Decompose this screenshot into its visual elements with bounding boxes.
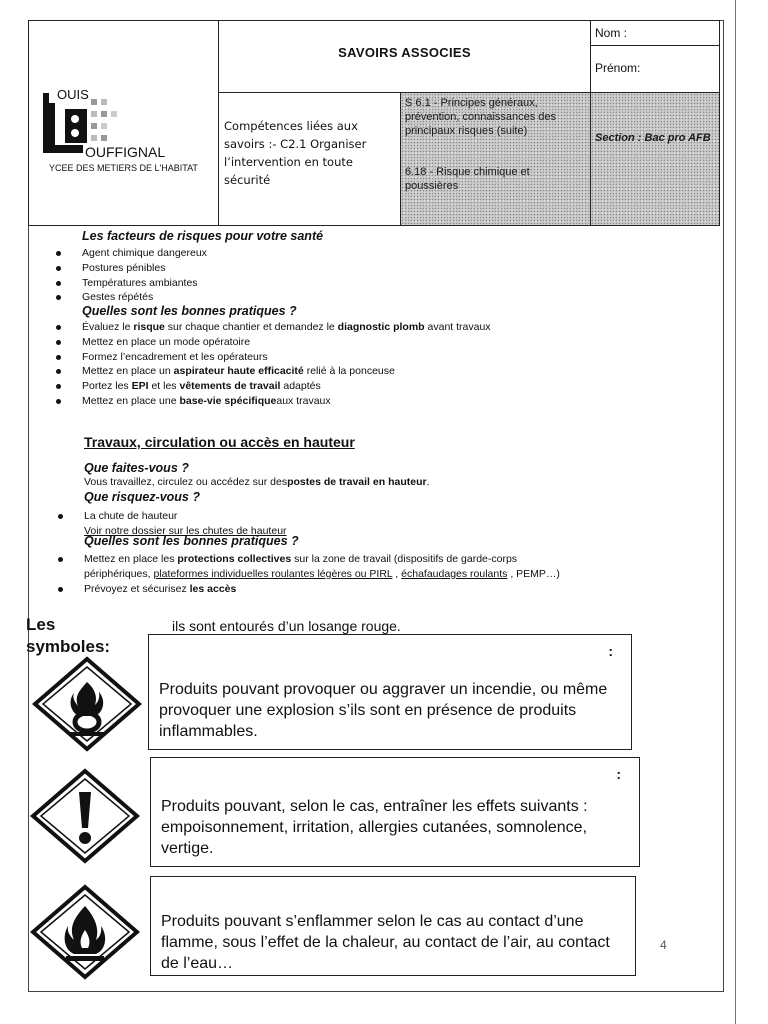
text-part: Formez l’encadrement et les opérateurs	[82, 350, 268, 363]
list-item	[84, 552, 560, 567]
page-edge	[735, 0, 736, 1024]
list-item-text: La chute de hauteur	[84, 510, 178, 522]
text-part: relié à la ponceuse	[303, 365, 395, 378]
colon-mark: :	[608, 643, 613, 659]
text-part: Vous travaillez, circulez ou accédez sur des	[84, 476, 288, 488]
list-item	[82, 246, 207, 261]
savoirs-cell	[401, 93, 591, 225]
bonnes-pratiques-list	[82, 320, 491, 409]
text-part: Mettez en place un mode opératoire	[82, 335, 251, 348]
list-item	[82, 350, 491, 365]
list-item-text: Agent chimique dangereux	[82, 247, 207, 259]
text-part: Portez les	[82, 380, 132, 393]
logo-text-2: OUFFIGNAL	[85, 144, 166, 160]
list-item	[82, 379, 491, 394]
text-part: Mettez en place une	[82, 394, 180, 407]
school-logo-cell	[29, 21, 219, 225]
symbol-description-box	[148, 634, 632, 750]
bullet	[56, 266, 61, 271]
list-item-text: Gestes répétés	[82, 291, 154, 304]
colon-mark: :	[616, 766, 621, 782]
text-part: adaptés	[280, 380, 321, 393]
bullet	[56, 251, 61, 256]
text-part: ,	[392, 567, 402, 580]
logo-text-3: YCEE DES METIERS DE L'HABITAT	[49, 163, 198, 173]
school-logo	[35, 81, 215, 181]
bonnes-pratiques-heading: Quelles sont les bonnes pratiques ?	[82, 304, 297, 318]
bullet	[58, 587, 63, 592]
list-item	[82, 364, 491, 379]
symbol-description: Produits pouvant s’enflammer selon le cas au contact d’une flamme, sous l’effet de la chaleur, au contact de l’air, au contact de l’eau…	[161, 913, 610, 972]
symbol-description: Produits pouvant provoquer ou aggraver un incendie, ou même provoquer une explosion s’ils sont en présence de produits inflammables.	[159, 681, 608, 740]
hauteur-heading: Travaux, circulation ou accès en hauteur	[84, 434, 355, 450]
bullet	[58, 557, 63, 562]
text-part: périphériques,	[84, 567, 154, 580]
bullet	[56, 325, 61, 330]
list-item	[82, 261, 207, 276]
text-part: Mettez en place les	[84, 553, 178, 565]
echafaudages-link[interactable]: échafaudages roulants	[401, 567, 508, 580]
list-item	[82, 320, 491, 335]
text-bold: postes de travail en hauteur	[287, 476, 427, 488]
facteurs-list	[82, 246, 207, 305]
list-item	[82, 290, 207, 305]
text-part: sur chaque chantier et demandez le	[164, 321, 338, 333]
savoir-s618: 6.18 - Risque chimique et poussières	[405, 166, 530, 192]
section-text: Section : Bac pro AFB	[595, 132, 711, 144]
prenom-label: Prénom:	[595, 61, 641, 75]
text-bold: aspirateur haute efficacité	[173, 365, 304, 378]
list-item-text: Postures pénibles	[82, 261, 166, 274]
symboles-title: Les symboles:	[26, 615, 111, 656]
list-item-text: Températures ambiantes	[82, 276, 198, 289]
symbol-description: Produits pouvant, selon le cas, entraîner les effets suivants : empoisonnement, irritation, allergies cutanées, somnolence, vertige.	[161, 798, 588, 857]
text-part: Évaluez le	[82, 321, 134, 333]
text-part: Prévoyez et sécurisez	[84, 582, 190, 595]
bullet	[56, 399, 61, 404]
text-bold: vêtements de travail	[179, 380, 281, 393]
bullet	[58, 514, 63, 519]
flame-over-circle-icon	[32, 656, 142, 752]
list-item	[82, 276, 207, 291]
text-part: , PEMP…)	[507, 567, 560, 580]
bullet	[56, 340, 61, 345]
list-item	[84, 509, 287, 524]
flame-icon	[30, 884, 140, 980]
text-part: aux travaux	[276, 394, 331, 407]
text-part: et les	[148, 380, 180, 393]
q1-text	[84, 476, 430, 488]
text-bold: risque	[133, 321, 165, 333]
symbol-description-box	[150, 757, 640, 867]
bonnes-pratiques-2-list	[84, 552, 560, 596]
list-item	[82, 335, 491, 350]
text-bold: base-vie spécifique	[179, 394, 277, 407]
list-item-continuation	[84, 567, 560, 582]
chutes-hauteur-link[interactable]: Voir notre dossier sur les chutes de hauteur	[84, 524, 287, 537]
text-bold: protections collectives	[177, 553, 292, 565]
symboles-intro: ils sont entourés d’un losange rouge.	[172, 618, 401, 634]
title-cell	[219, 21, 591, 93]
text-part: sur la zone de travail (dispositifs de garde-corps	[291, 553, 518, 565]
list-item	[84, 582, 560, 597]
q3-heading: Quelles sont les bonnes pratiques ?	[84, 534, 299, 548]
facteurs-heading: Les facteurs de risques pour votre santé	[82, 229, 324, 243]
bullet	[56, 281, 61, 286]
q2-heading: Que risquez-vous ?	[84, 490, 200, 504]
symbol-description-box	[150, 876, 636, 976]
competences-cell	[219, 93, 401, 225]
text-part: Mettez en place un	[82, 365, 174, 378]
text-bold: EPI	[131, 380, 149, 393]
bullet	[56, 355, 61, 360]
text-part: avant travaux	[424, 321, 491, 333]
document-title: SAVOIRS ASSOCIES	[338, 45, 471, 60]
text-part: .	[426, 476, 430, 488]
section-cell	[591, 93, 719, 225]
list-item	[82, 394, 491, 409]
text-bold: diagnostic plomb	[337, 321, 425, 333]
savoir-s61: S 6.1 - Principes généraux, prévention, connaissances des principaux risques (suite)	[405, 97, 557, 137]
logo-text-1: OUIS	[57, 87, 89, 102]
pirl-link[interactable]: plateformes individuelles roulantes légères ou PIRL	[153, 567, 393, 580]
exclamation-mark-icon	[30, 768, 140, 864]
page-number: 4	[660, 938, 667, 952]
competences-text: Compétences liées aux savoirs :- C2.1 Organiser l’intervention en toute sécurité	[224, 119, 367, 187]
symboles-heading	[26, 614, 122, 658]
name-divider	[591, 45, 719, 46]
nom-label: Nom :	[595, 26, 628, 40]
q1-heading: Que faites-vous ?	[84, 461, 189, 475]
header-table	[28, 20, 720, 226]
text-bold: les accès	[189, 582, 237, 595]
name-cell	[591, 21, 719, 93]
